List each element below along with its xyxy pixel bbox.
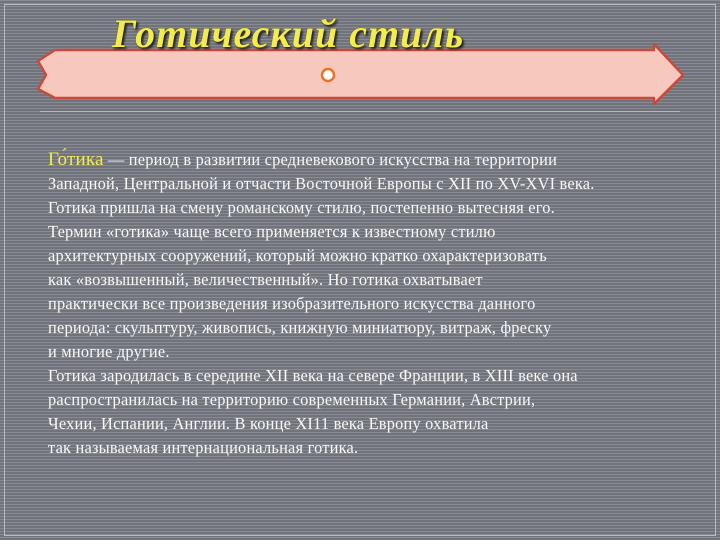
body-line: как «возвышенный, величественный». Но готика охватывает [48, 270, 483, 289]
body-line: архитектурных сооружений, который можно кратко охарактеризовать [48, 246, 547, 265]
body-line: Чехии, Испании, Англии. В конце XI11 века Европу охватила [48, 414, 489, 433]
body-line [48, 148, 720, 172]
gothic-term: Го́тика [48, 149, 104, 170]
body-line: и многие другие. [48, 342, 170, 361]
body-line: Западной, Центральной и отчасти Восточной Европы с XII по XV-XVI века. [48, 174, 595, 193]
body-line: Готика пришла на смену романскому стилю, постепенно вытесняя его. [48, 198, 555, 217]
title-divider [40, 111, 680, 112]
body-line: Готика зародилась в середине XII века на севере Франции, в XIII веке она [48, 366, 578, 385]
slide-title: Готический стиль [112, 11, 465, 56]
body-line: распространилась на территорию современных Германии, Австрии, [48, 390, 536, 409]
body-line: периода: скульптуру, живопись, книжную миниатюру, витраж, фреску [48, 318, 552, 337]
slide-body [48, 148, 720, 460]
body-line: практически все произведения изобразительного искусства данного [48, 294, 536, 313]
body-line: Термин «готика» чаще всего применяется к известному стилю [48, 222, 496, 241]
arrow-center-dot [322, 69, 334, 81]
body-line-text: — период в развитии средневекового искусства на территории [103, 150, 558, 169]
body-line: так называемая интернациональная готика. [48, 438, 359, 457]
